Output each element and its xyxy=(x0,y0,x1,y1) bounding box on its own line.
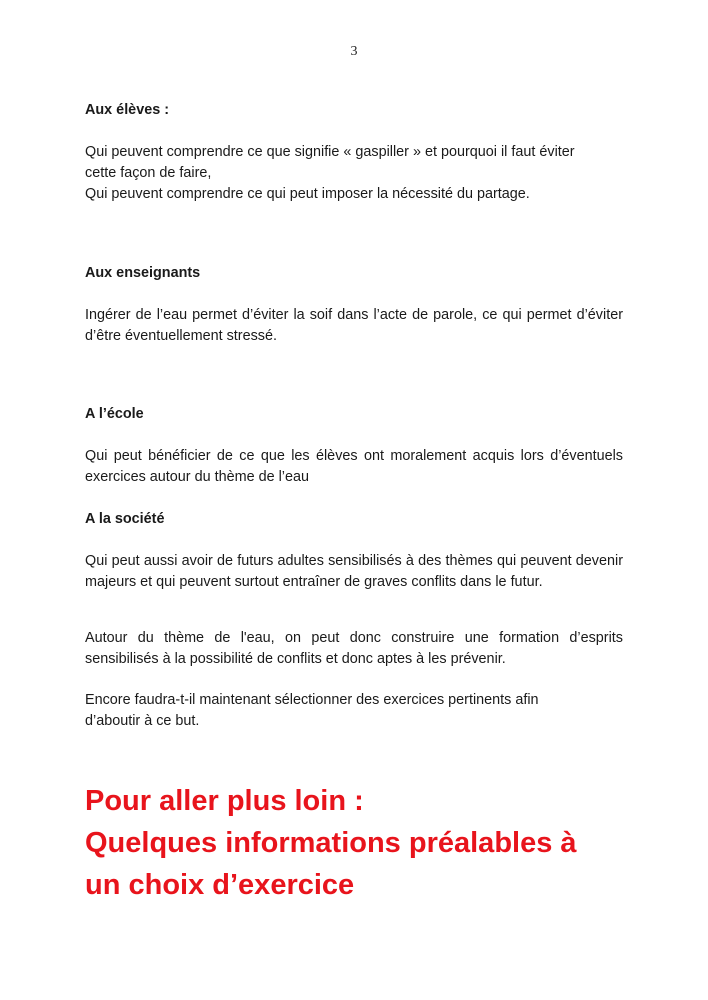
conclusion-line-2a: Encore faudra-t-il maintenant sélectionner des exercices pertinents afin xyxy=(85,692,539,708)
section-heading-societe: A la société xyxy=(85,511,165,527)
title-line-2: Quelques informations préalables à xyxy=(85,827,577,859)
section-ecole xyxy=(85,404,623,488)
page-number: 3 xyxy=(350,44,358,59)
section-eleves xyxy=(85,100,623,205)
section-enseignants xyxy=(85,263,623,347)
conclusion-text-1: Autour du thème de l'eau, on peut donc construire une formation d’esprits sensibilisés à la possibilité de conflits et donc aptes à les prévenir. xyxy=(85,630,623,667)
societe-text: Qui peut aussi avoir de futurs adultes sensibilisés à des thèmes qui peuvent devenir majeurs et qui peuvent surtout entraîner de graves conflits dans le futur. xyxy=(85,553,623,590)
enseignants-text: Ingérer de l’eau permet d’éviter la soif dans l’acte de parole, ce qui permet d’éviter d’être éventuellement stressé. xyxy=(85,307,623,344)
ecole-text: Qui peut bénéficier de ce que les élèves ont moralement acquis lors d’éventuels exercices autour du thème de l’eau xyxy=(85,448,623,485)
conclusion-para-2 xyxy=(85,690,623,732)
conclusion-line-2b: d’aboutir à ce but. xyxy=(85,713,200,729)
eleves-line-1a: Qui peuvent comprendre ce que signifie « gaspiller » et pourquoi il faut éviter xyxy=(85,144,575,160)
conclusion-para-1 xyxy=(85,628,623,670)
further-reading-title xyxy=(85,780,685,906)
section-heading-ecole: A l’école xyxy=(85,406,144,422)
section-heading-eleves: Aux élèves : xyxy=(85,102,169,118)
eleves-line-2: Qui peuvent comprendre ce qui peut imposer la nécessité du partage. xyxy=(85,186,530,202)
section-heading-enseignants: Aux enseignants xyxy=(85,265,201,281)
title-line-3: un choix d’exercice xyxy=(85,869,355,901)
title-line-1: Pour aller plus loin : xyxy=(85,785,364,817)
section-societe xyxy=(85,509,623,593)
eleves-line-1b: cette façon de faire, xyxy=(85,165,212,181)
